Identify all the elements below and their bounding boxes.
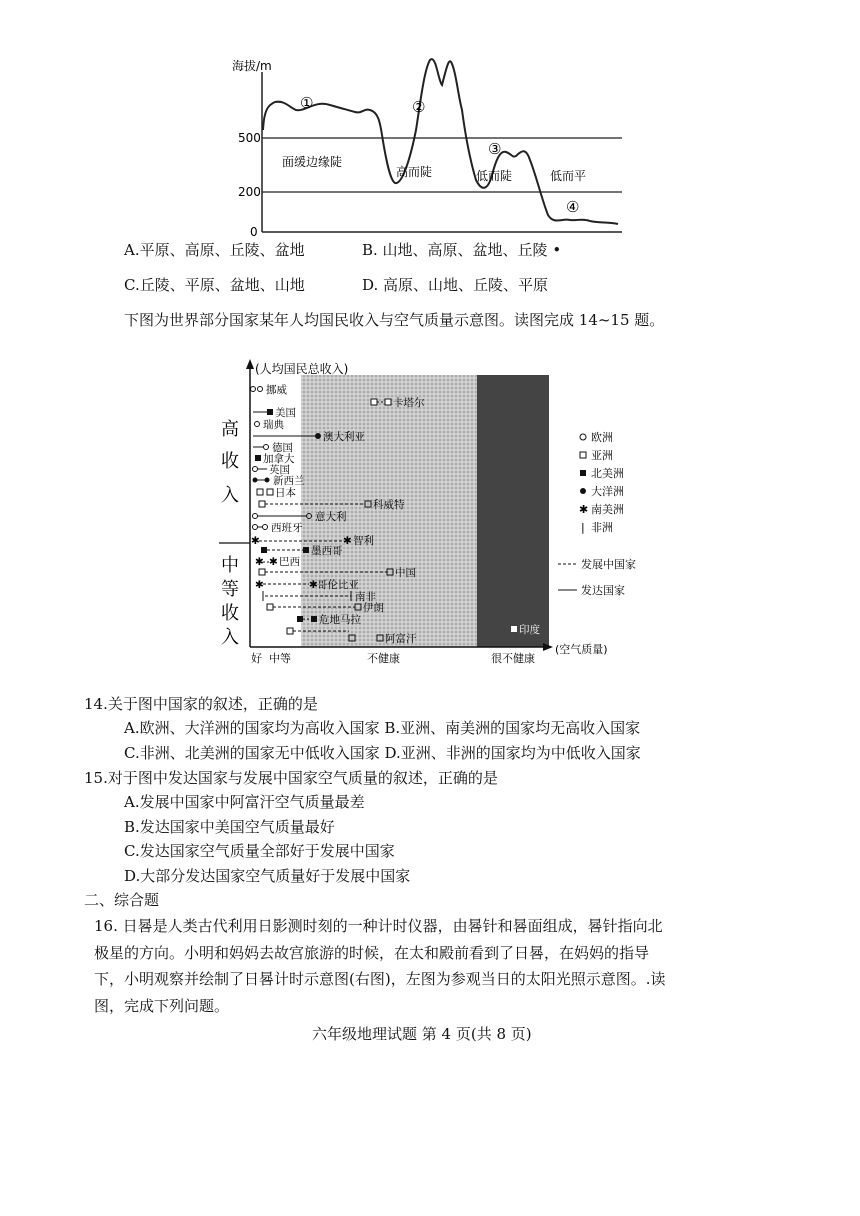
- q13-option-b: B. 山地、高原、盆地、丘陵 •: [362, 241, 562, 259]
- income-airquality-figure: [215, 355, 645, 670]
- svg-text:发达国家: 发达国家: [581, 584, 625, 597]
- svg-text:哥伦比亚: 哥伦比亚: [317, 579, 359, 591]
- svg-text:南非: 南非: [355, 591, 376, 603]
- elevation-profile-figure: [230, 50, 630, 240]
- marker-2: ②: [412, 98, 426, 116]
- svg-text:欧洲: 欧洲: [591, 431, 613, 444]
- y-axis-label: 海拔/m: [232, 59, 272, 73]
- svg-text:北美洲: 北美洲: [591, 467, 624, 480]
- svg-text:亚洲: 亚洲: [591, 449, 613, 462]
- x-label-good: 好: [251, 652, 262, 665]
- page-footer: 六年级地理试题 第 4 页(共 8 页): [312, 1025, 532, 1043]
- svg-text:新西兰: 新西兰: [273, 475, 305, 487]
- income-mid-1: 中: [221, 555, 239, 576]
- region-label-3: 低而陡: [476, 169, 513, 183]
- q13-option-d: D. 高原、山地、丘陵、平原: [362, 276, 549, 294]
- legend-africa: [581, 520, 613, 534]
- row-brazil: [255, 556, 300, 568]
- legend-south-america: [579, 503, 624, 516]
- q15-option-d: D.大部分发达国家空气质量好于发展中国家: [124, 867, 411, 885]
- legend-developed: [558, 583, 625, 597]
- svg-text:✱: ✱: [269, 556, 278, 568]
- section-2-heading: 二、综合题: [84, 891, 160, 909]
- svg-text:美国: 美国: [275, 407, 296, 419]
- legend-asia: [580, 449, 613, 462]
- income-mid-4: 入: [221, 627, 239, 648]
- income-mid-2: 等: [221, 579, 239, 600]
- svg-text:阿富汗: 阿富汗: [385, 633, 417, 645]
- income-high-1: 高: [221, 419, 239, 440]
- q14-options-cd: C.非洲、北美洲的国家无中低收入国家 D.亚洲、非洲的国家均为中低收入国家: [124, 744, 641, 762]
- q13-option-c: C.丘陵、平原、盆地、山地: [124, 276, 305, 294]
- svg-text:意大利: 意大利: [315, 511, 347, 523]
- svg-text:✱: ✱: [579, 503, 589, 516]
- svg-text:印度: 印度: [519, 624, 540, 636]
- x-axis-title: (空气质量): [555, 643, 608, 656]
- svg-text:日本: 日本: [275, 487, 296, 499]
- q15-stem: 15.对于图中发达国家与发展中国家空气质量的叙述，正确的是: [84, 769, 498, 787]
- svg-text:|: |: [581, 521, 585, 534]
- q16-line-2: 极星的方向。小明和妈妈去故宫旅游的时候，在太和殿前看到了日晷，在妈妈的指导: [94, 944, 650, 962]
- row-usa: [253, 406, 296, 419]
- q13-option-a: A.平原、高原、丘陵、盆地: [124, 241, 305, 259]
- region-label-4: 低而平: [550, 169, 587, 183]
- svg-text:西班牙: 西班牙: [271, 522, 303, 534]
- svg-text:智利: 智利: [353, 535, 374, 547]
- row-japan: [257, 486, 296, 499]
- q16-line-3: 下，小明观察并绘制了日晷计时示意图(右图)，左图为参观当日的太阳光照示意图。.读: [94, 970, 666, 988]
- svg-text:英国: 英国: [269, 464, 290, 476]
- row-norway: [251, 383, 288, 396]
- x-label-moderate: 中等: [269, 652, 291, 665]
- row-new-zealand: [253, 474, 305, 487]
- svg-text:发展中国家: 发展中国家: [581, 558, 636, 571]
- intro-14-15: 下图为世界部分国家某年人均国民收入与空气质量示意图。读图完成 14~15 题。: [124, 311, 665, 329]
- income-high-2: 收: [221, 451, 239, 472]
- row-spain: [253, 521, 303, 534]
- svg-text:✱: ✱: [309, 579, 318, 591]
- svg-text:✱: ✱: [251, 535, 260, 547]
- income-mid-3: 收: [221, 603, 239, 624]
- legend-europe: [580, 430, 613, 444]
- region-label-1: 面缓边缘陡: [282, 155, 343, 169]
- svg-text:大洋洲: 大洋洲: [591, 485, 624, 498]
- y-tick-200: 200: [238, 185, 261, 199]
- svg-text:非洲: 非洲: [591, 521, 613, 534]
- region-label-2: 高而陡: [396, 165, 433, 179]
- svg-text:科威特: 科威特: [373, 499, 405, 511]
- svg-text:中国: 中国: [395, 567, 416, 579]
- q15-option-b: B.发达国家中美国空气质量最好: [124, 818, 335, 836]
- svg-text:✱: ✱: [255, 556, 264, 568]
- legend-north-america: [580, 467, 624, 480]
- svg-text:✱: ✱: [343, 535, 352, 547]
- q14-options-ab: A.欧洲、大洋洲的国家均为高收入国家 B.亚洲、南美洲的国家均无高收入国家: [124, 719, 641, 737]
- marker-1: ①: [300, 94, 314, 112]
- income-high-3: 入: [221, 485, 239, 506]
- y-axis-title: (人均国民总收入): [255, 362, 349, 376]
- svg-text:危地马拉: 危地马拉: [319, 614, 361, 626]
- svg-text:墨西哥: 墨西哥: [311, 545, 343, 557]
- legend-developing: [558, 557, 636, 571]
- y-axis-arrow: [246, 359, 254, 369]
- svg-text:挪威: 挪威: [266, 384, 287, 396]
- y-tick-500: 500: [238, 131, 261, 145]
- q14-stem: 14.关于图中国家的叙述，正确的是: [84, 695, 318, 713]
- x-label-very-unhealthy: 很不健康: [491, 652, 535, 665]
- q15-option-c: C.发达国家空气质量全部好于发展中国家: [124, 842, 395, 860]
- y-tick-0: 0: [250, 225, 258, 239]
- q16-line-4: 图，完成下列问题。: [94, 997, 230, 1015]
- q16-line-1: 16. 日晷是人类古代利用日影测时刻的一种计时仪器，由晷针和晷面组成，晷针指向北: [94, 917, 663, 935]
- svg-text:南美洲: 南美洲: [591, 503, 624, 516]
- terrain-profile-curve: [263, 59, 618, 224]
- q15-option-a: A.发展中国家中阿富汗空气质量最差: [124, 793, 365, 811]
- svg-text:瑞典: 瑞典: [263, 419, 284, 431]
- svg-text:伊朗: 伊朗: [363, 602, 384, 614]
- svg-text:澳大利亚: 澳大利亚: [323, 431, 365, 443]
- svg-text:卡塔尔: 卡塔尔: [393, 397, 425, 409]
- very-unhealthy-band: [477, 375, 549, 647]
- legend-oceania: [580, 484, 624, 498]
- row-sweden: [255, 418, 285, 431]
- x-label-unhealthy: 不健康: [367, 652, 400, 665]
- svg-text:加拿大: 加拿大: [263, 453, 295, 465]
- marker-4: ④: [566, 198, 580, 216]
- svg-text:德国: 德国: [272, 442, 293, 454]
- marker-3: ③: [488, 140, 502, 158]
- svg-text:巴西: 巴西: [279, 556, 300, 568]
- svg-text:✱: ✱: [255, 579, 264, 591]
